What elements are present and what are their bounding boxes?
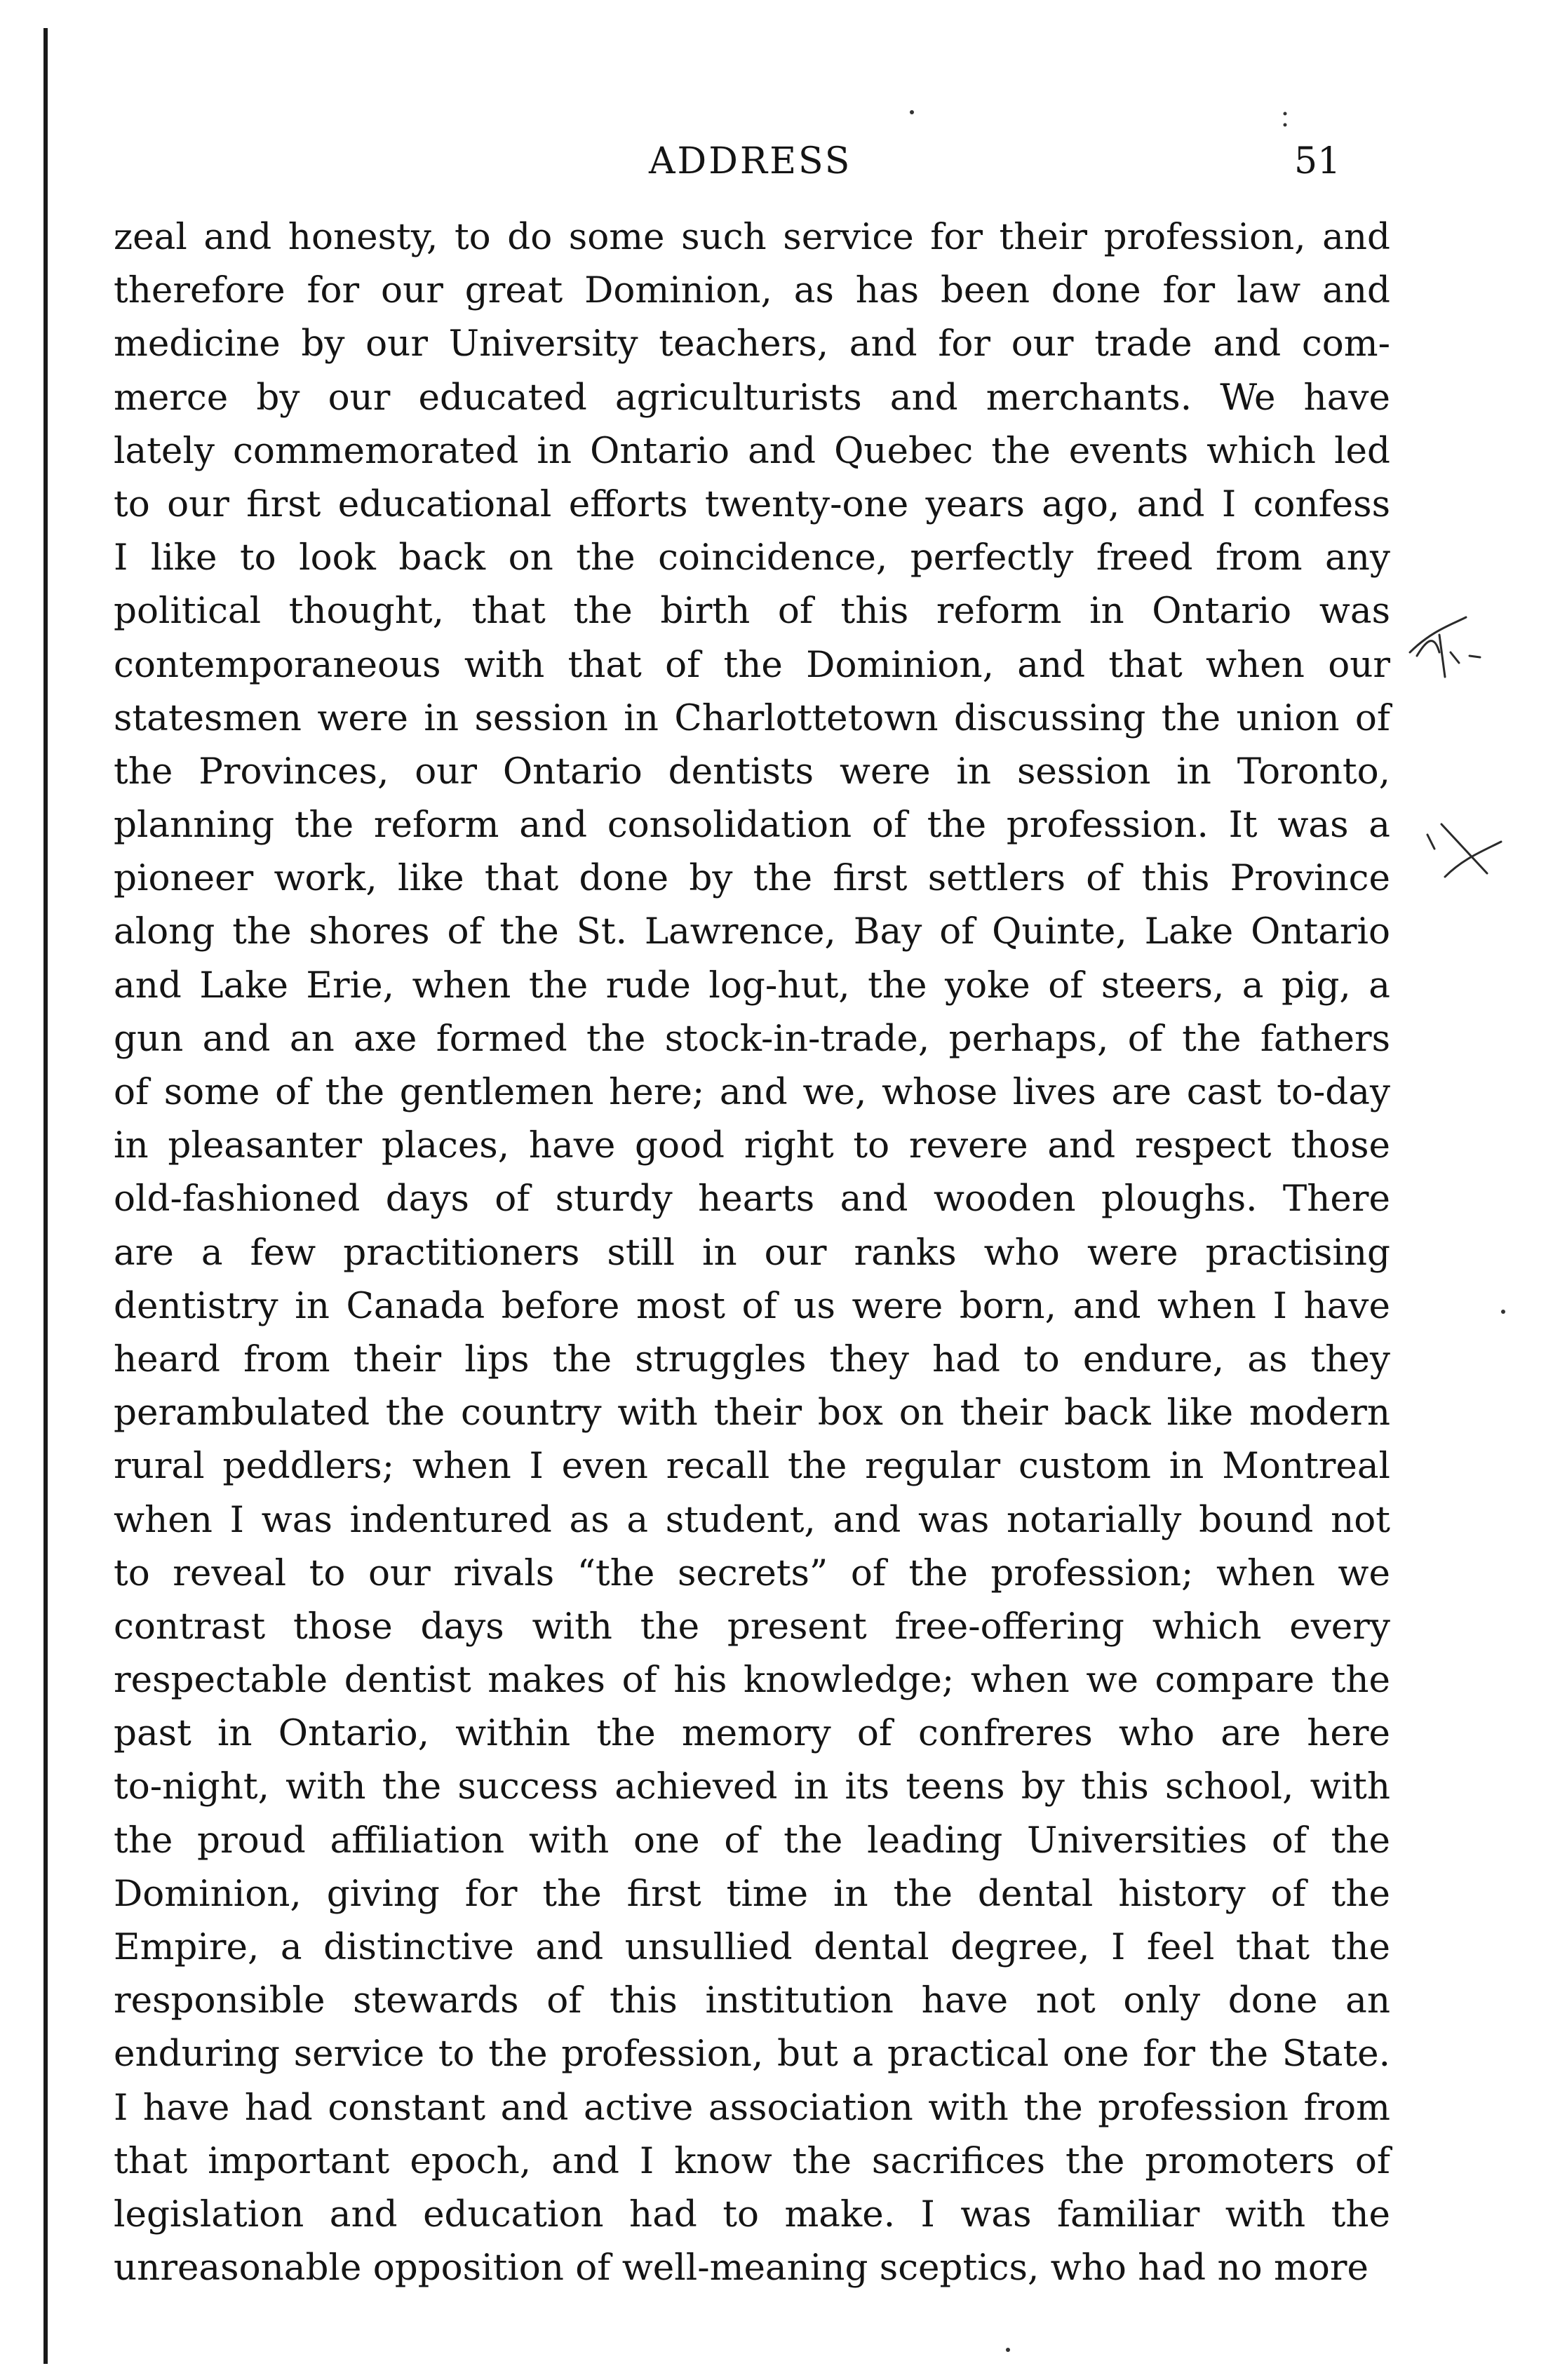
running-head: [0, 140, 1560, 189]
text-line: lately commemorated in Ontario and Quebec the events which led: [114, 429, 1390, 472]
text-line: past in Ontario, within the memory of confreres who are here: [114, 1712, 1390, 1755]
text-line: gun and an axe formed the stock-in-trade, perhaps, of the fathers: [114, 1017, 1390, 1060]
text-line: of some of the gentlemen here; and we, whose lives are cast to-day: [114, 1071, 1390, 1113]
text-line: zeal and honesty, to do some such service for their profession, and: [114, 216, 1390, 258]
text-line: to our first educational efforts twenty-one years ago, and I confess: [114, 483, 1390, 525]
text-line: old-fashioned days of sturdy hearts and wooden ploughs. There: [114, 1178, 1390, 1221]
text-line: contrast those days with the present free-offering which every: [114, 1605, 1390, 1648]
stray-dot: [1501, 1310, 1505, 1314]
text-line: contemporaneous with that of the Dominion, and that when our: [114, 643, 1390, 686]
text-line: enduring service to the profession, but a practical one for the State.: [114, 2033, 1390, 2076]
text-line: along the shores of the St. Lawrence, Bay of Quinte, Lake Ontario: [114, 910, 1390, 953]
margin-mark-upper: [1410, 617, 1480, 677]
text-line: therefore for our great Dominion, as has been done for law and: [114, 269, 1390, 312]
text-line: and Lake Erie, when the rude log-hut, the yoke of steers, a pig, a: [114, 964, 1390, 1007]
text-line: in pleasanter places, have good right to revere and respect those: [114, 1124, 1390, 1167]
stray-dot: [1284, 112, 1287, 116]
text-line: that important epoch, and I know the sacrifices the promoters of: [114, 2139, 1390, 2182]
text-line: respectable dentist makes of his knowledge; when we compare the: [114, 1659, 1390, 1702]
text-line: responsible stewards of this institution have not only done an: [114, 1979, 1390, 2022]
text-line: pioneer work, like that done by the first settlers of this Province: [114, 857, 1390, 900]
margin-mark-lower: [1427, 824, 1501, 877]
page-number: 51: [1294, 140, 1341, 182]
text-line: merce by our educated agriculturists and merchants. We have: [114, 376, 1390, 419]
text-line: medicine by our University teachers, and for our trade and com-: [114, 323, 1390, 365]
text-line: I like to look back on the coincidence, perfectly freed from any: [114, 537, 1390, 579]
body-text: [114, 210, 1390, 2294]
stray-dot: [1006, 2348, 1010, 2352]
text-line: the proud affiliation with one of the leading Universities of the: [114, 1819, 1390, 1862]
text-line: I have had constant and active association with the profession from: [114, 2086, 1390, 2129]
running-title: ADDRESS: [649, 140, 852, 182]
text-line: to reveal to our rivals “the secrets” of the profession; when we: [114, 1552, 1390, 1594]
text-line: rural peddlers; when I even recall the regular custom in Montreal: [114, 1445, 1390, 1488]
stray-dot: [1284, 123, 1287, 127]
text-line: statesmen were in session in Charlottetown discussing the union of: [114, 697, 1390, 739]
page-edge-rule: [43, 28, 48, 2364]
text-line: Empire, a distinctive and unsullied dental degree, I feel that the: [114, 1926, 1390, 1968]
text-line: heard from their lips the struggles they had to endure, as they: [114, 1338, 1390, 1380]
text-line: legislation and education had to make. I was familiar with the: [114, 2193, 1390, 2236]
text-line: when I was indentured as a student, and was notarially bound not: [114, 1498, 1390, 1541]
text-line: Dominion, giving for the first time in the dental history of the: [114, 1872, 1390, 1915]
text-line: unreasonable opposition of well-meaning sceptics, who had no more: [114, 2247, 1369, 2290]
text-line: dentistry in Canada before most of us were born, and when I have: [114, 1284, 1390, 1327]
stray-dot: [910, 110, 914, 114]
text-line: are a few practitioners still in our ranks who were practising: [114, 1231, 1390, 1274]
text-line: planning the reform and consolidation of the profession. It was a: [114, 804, 1390, 847]
text-line: political thought, that the birth of this reform in Ontario was: [114, 590, 1390, 633]
text-line: to-night, with the success achieved in its teens by this school, with: [114, 1766, 1390, 1808]
text-line: the Provinces, our Ontario dentists were in session in Toronto,: [114, 750, 1390, 793]
text-line: perambulated the country with their box on their back like modern: [114, 1392, 1390, 1434]
